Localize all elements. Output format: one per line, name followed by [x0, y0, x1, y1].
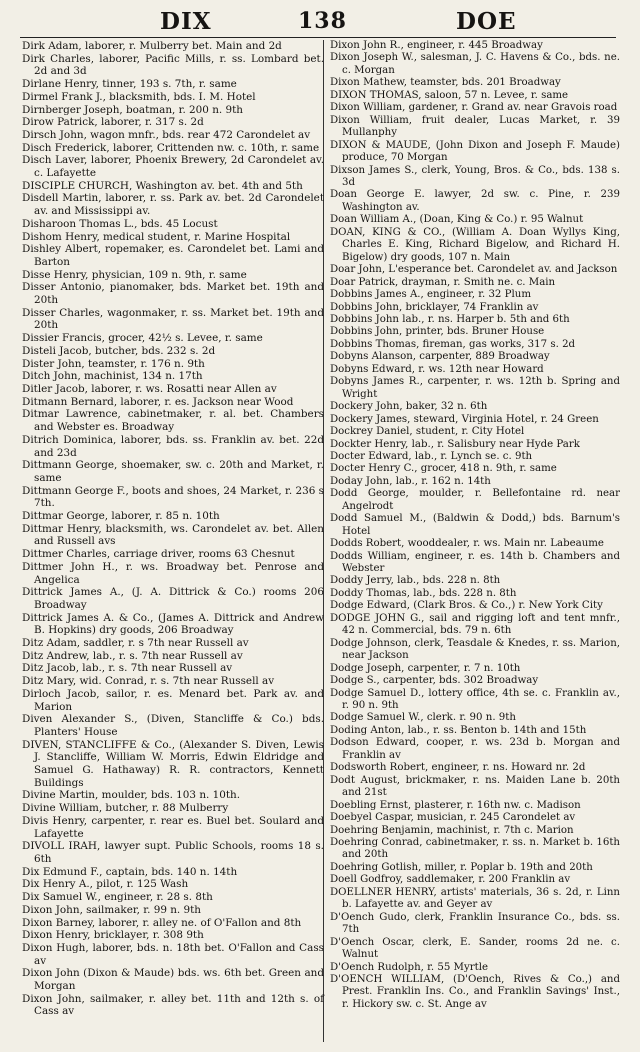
directory-entry: Doding Anton, lab., r. ss. Benton b. 14th and 15th: [330, 724, 587, 736]
directory-entry: Divis Henry, carpenter, r. rear es. Buel bet. Soulard and Lafayette: [22, 814, 324, 840]
directory-entry: Dittmann George, shoemaker, sw. c. 20th and Market, r. same: [22, 459, 324, 484]
directory-entry: Doday John, lab., r. 162 n. 14th: [330, 475, 491, 487]
directory-entry: Doehring Conrad, cabinetmaker, r. ss. n. Market b. 16th and 20th: [330, 837, 620, 861]
directory-entry: Dodd George, moulder, r. Bellefontaine rd. near Angelrodt: [330, 488, 620, 512]
directory-entry: Ditz Andrew, lab., r. s. 7th near Russell av: [22, 649, 243, 662]
directory-entry: Dittmer John H., r. ws. Broadway bet. Penrose and Angelica: [22, 560, 324, 586]
directory-entry: Dodt August, brickmaker, r. ns. Maiden Lane b. 20th and 21st: [330, 774, 620, 799]
directory-entry: Dodds Robert, wooddealer, r. ws. Main nr. Labeaume: [330, 538, 604, 550]
directory-entry: Dixon Barney, laborer, r. alley ne. of O'Fallon and 8th: [22, 916, 302, 929]
directory-entry: Doebling Ernst, plasterer, r. 16th nw. c. Madison: [330, 799, 581, 811]
directory-entry: Dixson James S., clerk, Young, Bros. & Co., bds. 138 s. 3d: [330, 164, 620, 188]
directory-entry: Dix Edmund F., captain, bds. 140 n. 14th: [22, 865, 238, 878]
directory-entry: Dirk Charles, laborer, Pacific Mills, r. ss. Lombard bet. 2d and 3d: [22, 52, 324, 78]
directory-entry: Dix Samuel W., engineer, r. 28 s. 8th: [22, 891, 213, 904]
directory-entry: Dodge Samuel W., clerk. r. 90 n. 9th: [330, 712, 516, 724]
directory-entry: Dittmer Charles, carriage driver, rooms 63 Chesnut: [22, 548, 295, 561]
directory-entry: Diven Alexander S., (Diven, Stancliffe & Co.) bds. Planters' House: [22, 713, 324, 738]
directory-entry: Dirlane Henry, tinner, 193 s. 7th, r. same: [22, 78, 237, 91]
right-column: [330, 40, 620, 1011]
directory-entry: Dixon Joseph W., salesman, J. C. Havens & Co., bds. ne. c. Morgan: [330, 52, 620, 76]
directory-entry: Dirloch Jacob, sailor, r. es. Menard bet. Park av. and Marion: [22, 687, 324, 713]
directory-entry: Dixon John (Dixon & Maude) bds. ws. 6th bet. Green and Morgan: [22, 967, 324, 993]
directory-entry: Dodge Samuel D., lottery office, 4th se. c. Franklin av., r. 90 n. 9th: [330, 687, 620, 712]
directory-entry: DIVEN, STANCLIFFE & Co., (Alexander S. Diven, Lewis J. Stancliffe, William W. Morris, Edwin Eldridge and Samuel G. Hathaway) R. R. contractors, Kennett Buildings: [22, 738, 324, 789]
directory-entry: Disdell Martin, laborer, r. ss. Park av. bet. 2d Carondelet av. and Mississippi av.: [22, 192, 324, 218]
directory-entry: DODGE JOHN G., sail and rigging loft and tent mnfr., 42 n. Commercial, bds. 79 n. 6th: [330, 612, 620, 637]
directory-entry: DIVOLL IRAH, lawyer supt. Public Schools, rooms 18 s. 6th: [22, 840, 324, 865]
directory-entry: Dirsch John, wagon mnfr., bds. rear 472 Carondelet av: [22, 128, 311, 141]
directory-entry: Ditmar Lawrence, cabinetmaker, r. al. bet. Chambers and Webster es. Broadway: [22, 408, 324, 434]
directory-entry: Doehring Benjamin, machinist, r. 7th c. Marion: [330, 824, 574, 836]
directory-entry: Dodge Johnson, clerk, Teasdale & Knedes, r. ss. Marion, near Jackson: [330, 637, 620, 662]
directory-entry: Dittmar Henry, blacksmith, ws. Carondelet av. bet. Allen and Russell avs: [22, 522, 324, 548]
directory-entry: Dodge S., carpenter, bds. 302 Broadway: [330, 675, 539, 687]
directory-entry: Dissier Francis, grocer, 42½ s. Levee, r. same: [22, 332, 263, 345]
directory-entry: Dodge Joseph, carpenter, r. 7 n. 10th: [330, 662, 521, 674]
directory-entry: Doebyel Caspar, musician, r. 245 Carondelet av: [330, 812, 576, 824]
directory-entry: D'Oench Gudo, clerk, Franklin Insurance Co., bds. ss. 7th: [330, 911, 620, 936]
directory-entry: DIXON & MAUDE, (John Dixon and Joseph F. Maude) produce, 70 Morgan: [330, 139, 620, 164]
directory-entry: Dix Henry A., pilot, r. 125 Wash: [22, 878, 189, 891]
directory-entry: Dobyns James R., carpenter, r. ws. 12th b. Spring and Wright: [330, 376, 620, 400]
directory-entry: Doan William A., (Doan, King & Co.) r. 95 Walnut: [330, 214, 584, 226]
directory-entry: Dobyns Edward, r. ws. 12th near Howard: [330, 363, 544, 375]
directory-entry: Dittmar George, laborer, r. 85 n. 10th: [22, 510, 220, 523]
directory-entry: Doehring Gotlish, miller, r. Poplar b. 19th and 20th: [330, 861, 593, 873]
directory-entry: Dixon William, gardener, r. Grand av. near Gravois road: [330, 102, 618, 114]
directory-entry: Dobbins Thomas, fireman, gas works, 317 s. 2d: [330, 338, 576, 350]
directory-entry: Dodd Samuel M., (Baldwin & Dodd,) bds. Barnum's Hotel: [330, 513, 620, 537]
directory-entry: Ditz Mary, wid. Conrad, r. s. 7th near Russell av: [22, 675, 275, 688]
directory-entry: Disharoon Thomas L., bds. 45 Locust: [22, 217, 218, 230]
left-column: [22, 40, 324, 1018]
directory-entry: Dobbins James A., engineer, r. 32 Plum: [330, 289, 531, 301]
directory-entry: Dixon John, sailmaker, r. 99 n. 9th: [22, 903, 202, 916]
page-number: 138: [298, 8, 347, 34]
directory-entry: Disse Henry, physician, 109 n. 9th, r. same: [22, 268, 247, 281]
directory-entry: Doddy Jerry, lab., bds. 228 n. 8th: [330, 575, 501, 587]
directory-entry: Docter Edward, lab., r. Lynch se. c. 9th: [330, 450, 533, 462]
directory-entry: Ditz Jacob, lab., r. s. 7th near Russell av: [22, 662, 233, 675]
directory-entry: Dixon William, fruit dealer, Lucas Market, r. 39 Mullanphy: [330, 114, 620, 139]
directory-entry: Dirmel Frank J., blacksmith, bds. I. M. Hotel: [22, 90, 256, 103]
directory-entry: DOELLNER HENRY, artists' materials, 36 s. 2d, r. Linn b. Lafayette av. and Geyer av: [330, 886, 620, 911]
directory-entry: Dodsworth Robert, engineer, r. ns. Howard nr. 2d: [330, 762, 586, 774]
directory-entry: Dixon John R., engineer, r. 445 Broadway: [330, 40, 543, 51]
directory-entry: Dixon Henry, bricklayer, r. 308 9th: [22, 929, 204, 942]
directory-entry: Dishley Albert, ropemaker, es. Carondelet bet. Lami and Barton: [22, 243, 324, 268]
directory-entry: Disteli Jacob, butcher, bds. 232 s. 2d: [22, 344, 216, 357]
directory-entry: Dittrick James A. & Co., (James A. Dittrick and Andrew B. Hopkins) dry goods, 206 Broadway: [22, 611, 324, 637]
directory-entry: Disch Laver, laborer, Phoenix Brewery, 2d Carondelet av. c. Lafayette: [22, 154, 324, 180]
directory-entry: Docter Henry C., grocer, 418 n. 9th, r. same: [330, 463, 557, 475]
header-rule: [20, 37, 616, 38]
directory-entry: Dodson Edward, cooper, r. ws. 23d b. Morgan and Franklin av: [330, 737, 620, 761]
directory-entry: D'OENCH WILLIAM, (D'Oench, Rives & Co.,) and Prest. Franklin Ins. Co., and Franklin Savings' Inst., r. Hickory sw. c. St. Ange av: [330, 973, 620, 1010]
directory-entry: Divine Martin, moulder, bds. 103 n. 10th.: [22, 789, 241, 802]
directory-entry: Dirk Adam, laborer, r. Mulberry bet. Main and 2d: [22, 40, 282, 52]
directory-entry: DIXON THOMAS, saloon, 57 n. Levee, r. same: [330, 89, 569, 101]
directory-entry: Dockery James, steward, Virginia Hotel, r. 24 Green: [330, 413, 599, 425]
directory-entry: Ditch John, machinist, 134 n. 17th: [22, 370, 203, 383]
directory-entry: Dockery John, baker, 32 n. 6th: [330, 401, 488, 413]
directory-entry: DISCIPLE CHURCH, Washington av. bet. 4th and 5th: [22, 179, 303, 192]
directory-entry: Dockter Henry, lab., r. Salisbury near Hyde Park: [330, 438, 580, 450]
directory-entry: Doan George E. lawyer, 2d sw. c. Pine, r. 239 Washington av.: [330, 189, 620, 213]
directory-entry: Ditrich Dominica, laborer, bds. ss. Franklin av. bet. 22d and 23d: [22, 433, 324, 459]
directory-entry: D'Oench Rudolph, r. 55 Myrtle: [330, 961, 488, 973]
directory-entry: Disser Charles, wagonmaker, r. ss. Market bet. 19th and 20th: [22, 306, 324, 332]
directory-entry: Dodge Edward, (Clark Bros. & Co.,) r. New York City: [330, 600, 603, 612]
directory-entry: Dobbins John, bricklayer, 74 Franklin av: [330, 301, 539, 313]
directory-entry: Divine William, butcher, r. 88 Mulberry: [22, 802, 229, 815]
directory-entry: Dirnberger Joseph, boatman, r. 200 n. 9th: [22, 103, 243, 116]
running-head-right: DOE: [456, 8, 517, 35]
directory-entry: Ditler Jacob, laborer, r. ws. Rosatti near Allen av: [22, 382, 277, 395]
directory-entry: Dobyns Alanson, carpenter, 889 Broadway: [330, 351, 550, 363]
directory-entry: Ditz Adam, saddler, r. s 7th near Russell av: [22, 637, 249, 650]
running-head-left: DIX: [160, 8, 212, 35]
directory-entry: DOAN, KING & CO., (William A. Doan Wyllys King, Charles E. King, Richard Bigelow, and Richard H. Bigelow) dry goods, 107 n. Main: [330, 226, 620, 263]
directory-entry: Dittrick James A., (J. A. Dittrick & Co.) rooms 206 Broadway: [22, 586, 324, 611]
directory-entry: Dixon Mathew, teamster, bds. 201 Broadway: [330, 77, 561, 89]
directory-entry: Doar Patrick, drayman, r. Smith ne. c. Main: [330, 276, 556, 288]
page-header: [0, 4, 640, 36]
directory-entry: Dittmann George F., boots and shoes, 24 Market, r. 236 s 7th.: [22, 484, 324, 510]
directory-entry: Doar John, L'esperance bet. Carondelet av. and Jackson: [330, 264, 618, 276]
directory-entry: Dishom Henry, medical student, r. Marine Hospital: [22, 230, 291, 243]
directory-entry: Dobbins John lab., r. ns. Harper b. 5th and 6th: [330, 313, 570, 325]
directory-entry: Dister John, teamster, r. 176 n. 9th: [22, 357, 205, 370]
directory-entry: D'Oench Oscar, clerk, E. Sander, rooms 2d ne. c. Walnut: [330, 936, 620, 961]
directory-entry: Disser Antonio, pianomaker, bds. Market bet. 19th and 20th: [22, 281, 324, 307]
directory-entry: Doell Godfroy, saddlemaker, r. 200 Franklin av: [330, 874, 571, 886]
directory-entry: Dirow Patrick, laborer, r. 317 s. 2d: [22, 116, 204, 129]
directory-entry: Disch Frederick, laborer, Crittenden nw. c. 10th, r. same: [22, 141, 320, 154]
directory-entry: Dockrey Daniel, student, r. City Hotel: [330, 426, 525, 438]
directory-entry: Dobbins John, printer, bds. Bruner House: [330, 326, 545, 338]
directory-entry: Dodds William, engineer, r. es. 14th b. Chambers and Webster: [330, 550, 620, 575]
directory-entry: Ditmann Bernard, laborer, r. es. Jackson near Wood: [22, 395, 294, 408]
directory-entry: Dixon Hugh, laborer, bds. n. 18th bet. O'Fallon and Cass av: [22, 941, 324, 967]
directory-entry: Doddy Thomas, lab., bds. 228 n. 8th: [330, 587, 517, 599]
directory-entry: Dixon John, sailmaker, r. alley bet. 11th and 12th s. of Cass av: [22, 992, 324, 1018]
